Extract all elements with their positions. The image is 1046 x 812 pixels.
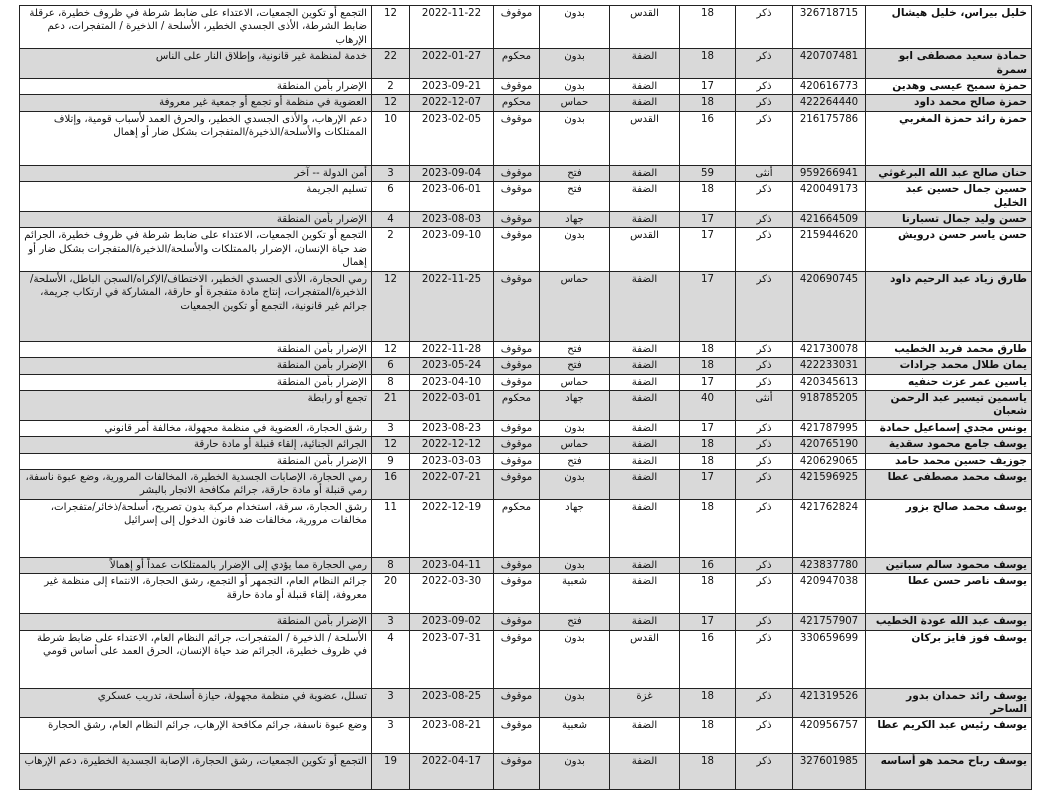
detainees-table xyxy=(19,5,1032,790)
date-cell: 2023-03-03 xyxy=(410,453,494,469)
status-cell: موقوف xyxy=(494,574,540,614)
status-cell: موقوف xyxy=(494,754,540,790)
charges-cell: وضع عبوة ناسفة، جرائم مكافحة الإرهاب، جرائم النظام العام، رشق الحجارة xyxy=(20,718,372,754)
region-cell: الضفة xyxy=(610,341,680,357)
name-cell: يمان طلال محمد جرادات xyxy=(866,358,1032,374)
months-cell: 12 xyxy=(372,95,410,111)
charges-cell: رمي الحجارة، الأذى الجسدي الخطير، الاختطاف/الإكراه/السجن الباطل، الأسلحة/الذخيرة/المتفجرات، إنتاج مادة متفجرة أو حارقة، المشاركة في ارتكاب جريمة، جرائم غير قانونية، التجمع أو تكوين الجمعيات xyxy=(20,271,372,341)
charges-cell: خدمة لمنظمة غير قانونية، وإطلاق النار على الناس xyxy=(20,49,372,79)
id-cell: 420690745 xyxy=(793,271,866,341)
affiliation-cell: جهاد xyxy=(540,499,610,557)
id-cell: 959266941 xyxy=(793,165,866,181)
id-cell: 420049173 xyxy=(793,182,866,212)
table-row xyxy=(20,182,1032,212)
region-cell: الضفة xyxy=(610,390,680,420)
region-cell: الضفة xyxy=(610,165,680,181)
age-cell: 18 xyxy=(680,499,736,557)
affiliation-cell: فتح xyxy=(540,165,610,181)
status-cell: موقوف xyxy=(494,469,540,499)
id-cell: 421664509 xyxy=(793,212,866,228)
charges-cell: الجرائم الجنائية، إلقاء قنبلة أو مادة حارقة xyxy=(20,437,372,453)
id-cell: 421787995 xyxy=(793,420,866,436)
date-cell: 2023-05-24 xyxy=(410,358,494,374)
region-cell: الضفة xyxy=(610,95,680,111)
status-cell: موقوف xyxy=(494,271,540,341)
region-cell: الضفة xyxy=(610,212,680,228)
date-cell: 2022-12-19 xyxy=(410,499,494,557)
charges-cell: الإضرار بأمن المنطقة xyxy=(20,358,372,374)
id-cell: 420345613 xyxy=(793,374,866,390)
table-row xyxy=(20,614,1032,630)
months-cell: 3 xyxy=(372,688,410,718)
date-cell: 2023-09-21 xyxy=(410,79,494,95)
name-cell: يوسف رئيس عبد الكريم عطا xyxy=(866,718,1032,754)
affiliation-cell: فتح xyxy=(540,453,610,469)
detainees-table-wrapper xyxy=(19,5,1031,790)
gender-cell: ذكر xyxy=(736,79,793,95)
region-cell: الضفة xyxy=(610,79,680,95)
gender-cell: ذكر xyxy=(736,95,793,111)
affiliation-cell: جهاد xyxy=(540,212,610,228)
table-row xyxy=(20,212,1032,228)
charges-cell: دعم الإرهاب، والأذى الجسدي الخطير، والحرق العمد لأسباب قومية، وإتلاف الممتلكات والأسلحة/الذخيرة/المتفجرات بشكل ضار أو إهمال xyxy=(20,111,372,165)
table-row xyxy=(20,111,1032,165)
age-cell: 16 xyxy=(680,111,736,165)
months-cell: 3 xyxy=(372,614,410,630)
id-cell: 330659699 xyxy=(793,630,866,688)
months-cell: 4 xyxy=(372,630,410,688)
name-cell: حسن ياسر حسن درويش xyxy=(866,228,1032,271)
status-cell: موقوف xyxy=(494,212,540,228)
status-cell: موقوف xyxy=(494,79,540,95)
name-cell: حمادة سعيد مصطفى ابو سمرة xyxy=(866,49,1032,79)
region-cell: الضفة xyxy=(610,499,680,557)
table-row xyxy=(20,453,1032,469)
region-cell: القدس xyxy=(610,111,680,165)
name-cell: يوسف رباح محمد هو أساسه xyxy=(866,754,1032,790)
name-cell: خليل بيراس، خليل هيشال xyxy=(866,6,1032,49)
region-cell: القدس xyxy=(610,630,680,688)
charges-cell: تسلل، عضوية في منظمة مجهولة، حيازة أسلحة، تدريب عسكري xyxy=(20,688,372,718)
date-cell: 2023-08-03 xyxy=(410,212,494,228)
table-row xyxy=(20,630,1032,688)
date-cell: 2022-11-28 xyxy=(410,341,494,357)
status-cell: موقوف xyxy=(494,182,540,212)
name-cell: حسين جمال حسين عبد الخليل xyxy=(866,182,1032,212)
months-cell: 4 xyxy=(372,212,410,228)
name-cell: يوسف رائد حمدان بدور الساحر xyxy=(866,688,1032,718)
months-cell: 22 xyxy=(372,49,410,79)
months-cell: 16 xyxy=(372,469,410,499)
affiliation-cell: فتح xyxy=(540,358,610,374)
table-row xyxy=(20,6,1032,49)
months-cell: 12 xyxy=(372,271,410,341)
table-row xyxy=(20,574,1032,614)
name-cell: يوسف عبد الله عودة الخطيب xyxy=(866,614,1032,630)
region-cell: الضفة xyxy=(610,557,680,573)
id-cell: 216175786 xyxy=(793,111,866,165)
table-row xyxy=(20,688,1032,718)
months-cell: 19 xyxy=(372,754,410,790)
name-cell: يوسف محمود سالم سباتين xyxy=(866,557,1032,573)
affiliation-cell: حماس xyxy=(540,374,610,390)
id-cell: 215944620 xyxy=(793,228,866,271)
age-cell: 17 xyxy=(680,271,736,341)
name-cell: ياسمين تيسير عبد الرحمن شعبان xyxy=(866,390,1032,420)
months-cell: 6 xyxy=(372,358,410,374)
charges-cell: الأسلحة / الذخيرة / المتفجرات، جرائم النظام العام، الاعتداء على ضابط شرطة في ظروف خطيرة، الجرائم ضد حياة الإنسان، الحرق العمد على أساس قومي xyxy=(20,630,372,688)
region-cell: الضفة xyxy=(610,358,680,374)
affiliation-cell: بدون xyxy=(540,49,610,79)
name-cell: ياسين عمر عزت حنفيه xyxy=(866,374,1032,390)
date-cell: 2022-11-25 xyxy=(410,271,494,341)
id-cell: 420616773 xyxy=(793,79,866,95)
gender-cell: ذكر xyxy=(736,557,793,573)
gender-cell: ذكر xyxy=(736,341,793,357)
region-cell: الضفة xyxy=(610,469,680,499)
age-cell: 17 xyxy=(680,79,736,95)
affiliation-cell: بدون xyxy=(540,688,610,718)
charges-cell: رشق الحجارة، سرقة، استخدام مركبة بدون تصريح، أسلحة/ذخائر/متفجرات، مخالفات مرورية، مخالفات ضد قانون الدخول إلى إسرائيل xyxy=(20,499,372,557)
gender-cell: ذكر xyxy=(736,688,793,718)
id-cell: 421319526 xyxy=(793,688,866,718)
age-cell: 18 xyxy=(680,754,736,790)
gender-cell: ذكر xyxy=(736,453,793,469)
date-cell: 2022-04-17 xyxy=(410,754,494,790)
age-cell: 18 xyxy=(680,574,736,614)
table-row xyxy=(20,79,1032,95)
date-cell: 2023-09-10 xyxy=(410,228,494,271)
age-cell: 18 xyxy=(680,358,736,374)
date-cell: 2022-12-12 xyxy=(410,437,494,453)
age-cell: 17 xyxy=(680,228,736,271)
table-row xyxy=(20,420,1032,436)
affiliation-cell: حماس xyxy=(540,271,610,341)
name-cell: حمزة رائد حمزة المغربي xyxy=(866,111,1032,165)
table-row xyxy=(20,437,1032,453)
date-cell: 2023-06-01 xyxy=(410,182,494,212)
charges-cell: رمي الحجارة مما يؤدي إلى الإضرار بالممتلكات عمداً أو إهمالاً xyxy=(20,557,372,573)
age-cell: 18 xyxy=(680,718,736,754)
gender-cell: أنثى xyxy=(736,390,793,420)
region-cell: الضفة xyxy=(610,718,680,754)
table-row xyxy=(20,271,1032,341)
affiliation-cell: فتح xyxy=(540,614,610,630)
table-row xyxy=(20,557,1032,573)
charges-cell: أمن الدولة -- آخر xyxy=(20,165,372,181)
age-cell: 18 xyxy=(680,341,736,357)
affiliation-cell: بدون xyxy=(540,630,610,688)
affiliation-cell: بدون xyxy=(540,469,610,499)
age-cell: 40 xyxy=(680,390,736,420)
age-cell: 17 xyxy=(680,614,736,630)
table-row xyxy=(20,718,1032,754)
gender-cell: ذكر xyxy=(736,374,793,390)
date-cell: 2022-12-07 xyxy=(410,95,494,111)
region-cell: الضفة xyxy=(610,182,680,212)
region-cell: الضفة xyxy=(610,614,680,630)
gender-cell: ذكر xyxy=(736,630,793,688)
date-cell: 2023-09-02 xyxy=(410,614,494,630)
name-cell: جوزيف حسين محمد حامد xyxy=(866,453,1032,469)
months-cell: 3 xyxy=(372,718,410,754)
charges-cell: الإضرار بأمن المنطقة xyxy=(20,453,372,469)
charges-cell: تجمع أو رابطة xyxy=(20,390,372,420)
table-row xyxy=(20,358,1032,374)
table-row xyxy=(20,165,1032,181)
status-cell: محكوم xyxy=(494,49,540,79)
name-cell: حسن وليد جمال تسبارنا xyxy=(866,212,1032,228)
date-cell: 2022-11-22 xyxy=(410,6,494,49)
age-cell: 16 xyxy=(680,630,736,688)
charges-cell: جرائم النظام العام، التجمهر أو التجمع، رشق الحجارة، الانتماء إلى منظمة غير معروفة، إلقاء قنبلة أو مادة حارقة xyxy=(20,574,372,614)
date-cell: 2023-04-10 xyxy=(410,374,494,390)
date-cell: 2023-08-21 xyxy=(410,718,494,754)
name-cell: يوسف جامع محمود سقدية xyxy=(866,437,1032,453)
region-cell: الضفة xyxy=(610,374,680,390)
affiliation-cell: شعبية xyxy=(540,574,610,614)
affiliation-cell: بدون xyxy=(540,420,610,436)
table-row xyxy=(20,754,1032,790)
gender-cell: ذكر xyxy=(736,358,793,374)
gender-cell: ذكر xyxy=(736,718,793,754)
id-cell: 422233031 xyxy=(793,358,866,374)
charges-cell: التجمع أو تكوين الجمعيات، الاعتداء على ضابط شرطة في ظروف خطيرة، الجرائم ضد حياة الإنسان، الإضرار بالممتلكات والأسلحة/الذخيرة/المتفجرات بشكل ضار أو إهمال xyxy=(20,228,372,271)
affiliation-cell: بدون xyxy=(540,79,610,95)
status-cell: موقوف xyxy=(494,6,540,49)
charges-cell: رشق الحجارة، العضوية في منظمة مجهولة، مخالفة أمر قانوني xyxy=(20,420,372,436)
date-cell: 2023-07-31 xyxy=(410,630,494,688)
months-cell: 12 xyxy=(372,6,410,49)
region-cell: الضفة xyxy=(610,754,680,790)
status-cell: موقوف xyxy=(494,358,540,374)
months-cell: 2 xyxy=(372,228,410,271)
date-cell: 2022-03-30 xyxy=(410,574,494,614)
age-cell: 18 xyxy=(680,6,736,49)
region-cell: الضفة xyxy=(610,420,680,436)
months-cell: 11 xyxy=(372,499,410,557)
id-cell: 420956757 xyxy=(793,718,866,754)
region-cell: الضفة xyxy=(610,437,680,453)
affiliation-cell: بدون xyxy=(540,754,610,790)
id-cell: 420765190 xyxy=(793,437,866,453)
gender-cell: ذكر xyxy=(736,754,793,790)
age-cell: 17 xyxy=(680,469,736,499)
region-cell: القدس xyxy=(610,228,680,271)
table-row xyxy=(20,499,1032,557)
affiliation-cell: فتح xyxy=(540,341,610,357)
charges-cell: الإضرار بأمن المنطقة xyxy=(20,212,372,228)
age-cell: 18 xyxy=(680,453,736,469)
name-cell: يوسف محمد مصطفى عطا xyxy=(866,469,1032,499)
age-cell: 18 xyxy=(680,688,736,718)
id-cell: 423837780 xyxy=(793,557,866,573)
status-cell: موقوف xyxy=(494,111,540,165)
gender-cell: ذكر xyxy=(736,6,793,49)
id-cell: 420629065 xyxy=(793,453,866,469)
gender-cell: ذكر xyxy=(736,437,793,453)
age-cell: 18 xyxy=(680,49,736,79)
months-cell: 9 xyxy=(372,453,410,469)
date-cell: 2023-08-25 xyxy=(410,688,494,718)
age-cell: 17 xyxy=(680,420,736,436)
name-cell: حنان صالح عبد الله البرغوثي xyxy=(866,165,1032,181)
table-row xyxy=(20,469,1032,499)
months-cell: 8 xyxy=(372,374,410,390)
region-cell: الضفة xyxy=(610,453,680,469)
status-cell: موقوف xyxy=(494,437,540,453)
months-cell: 12 xyxy=(372,437,410,453)
table-row xyxy=(20,95,1032,111)
status-cell: موقوف xyxy=(494,341,540,357)
affiliation-cell: بدون xyxy=(540,6,610,49)
status-cell: موقوف xyxy=(494,688,540,718)
id-cell: 422264440 xyxy=(793,95,866,111)
age-cell: 18 xyxy=(680,437,736,453)
gender-cell: ذكر xyxy=(736,469,793,499)
months-cell: 20 xyxy=(372,574,410,614)
age-cell: 16 xyxy=(680,557,736,573)
affiliation-cell: حماس xyxy=(540,95,610,111)
name-cell: يوسف محمد صالح بزور xyxy=(866,499,1032,557)
charges-cell: الإضرار بأمن المنطقة xyxy=(20,374,372,390)
region-cell: الضفة xyxy=(610,574,680,614)
status-cell: موقوف xyxy=(494,420,540,436)
region-cell: الضفة xyxy=(610,271,680,341)
gender-cell: ذكر xyxy=(736,212,793,228)
date-cell: 2023-04-11 xyxy=(410,557,494,573)
status-cell: محكوم xyxy=(494,95,540,111)
name-cell: طارق زياد عبد الرحيم داود xyxy=(866,271,1032,341)
age-cell: 59 xyxy=(680,165,736,181)
age-cell: 18 xyxy=(680,182,736,212)
gender-cell: ذكر xyxy=(736,182,793,212)
affiliation-cell: حماس xyxy=(540,437,610,453)
affiliation-cell: بدون xyxy=(540,228,610,271)
id-cell: 421762824 xyxy=(793,499,866,557)
age-cell: 18 xyxy=(680,95,736,111)
region-cell: غزة xyxy=(610,688,680,718)
status-cell: محكوم xyxy=(494,499,540,557)
charges-cell: الإضرار بأمن المنطقة xyxy=(20,341,372,357)
months-cell: 2 xyxy=(372,79,410,95)
charges-cell: الإضرار بأمن المنطقة xyxy=(20,614,372,630)
status-cell: موقوف xyxy=(494,453,540,469)
id-cell: 327601985 xyxy=(793,754,866,790)
name-cell: طارق محمد فريد الخطيب xyxy=(866,341,1032,357)
charges-cell: الإضرار بأمن المنطقة xyxy=(20,79,372,95)
id-cell: 420947038 xyxy=(793,574,866,614)
charges-cell: التجمع أو تكوين الجمعيات، رشق الحجارة، الإصابة الجسدية الخطيرة، دعم الإرهاب xyxy=(20,754,372,790)
charges-cell: تسليم الجريمة xyxy=(20,182,372,212)
date-cell: 2023-02-05 xyxy=(410,111,494,165)
age-cell: 17 xyxy=(680,374,736,390)
months-cell: 3 xyxy=(372,420,410,436)
table-body xyxy=(20,6,1032,790)
id-cell: 420707481 xyxy=(793,49,866,79)
table-row xyxy=(20,228,1032,271)
date-cell: 2022-07-21 xyxy=(410,469,494,499)
affiliation-cell: بدون xyxy=(540,557,610,573)
affiliation-cell: جهاد xyxy=(540,390,610,420)
gender-cell: ذكر xyxy=(736,271,793,341)
months-cell: 3 xyxy=(372,165,410,181)
id-cell: 421757907 xyxy=(793,614,866,630)
status-cell: موقوف xyxy=(494,165,540,181)
months-cell: 21 xyxy=(372,390,410,420)
months-cell: 8 xyxy=(372,557,410,573)
date-cell: 2022-03-01 xyxy=(410,390,494,420)
gender-cell: أنثى xyxy=(736,165,793,181)
age-cell: 17 xyxy=(680,212,736,228)
charges-cell: رمي الحجارة، الإصابات الجسدية الخطيرة، المخالفات المرورية، وضع عبوة ناسفة، رمي قنبلة أو مادة حارقة، جرائم مكافحة الاتجار بالبشر xyxy=(20,469,372,499)
name-cell: يوسف فوز فايز بركان xyxy=(866,630,1032,688)
status-cell: موقوف xyxy=(494,718,540,754)
status-cell: موقوف xyxy=(494,557,540,573)
charges-cell: العضوية في منظمة أو تجمع أو جمعية غير معروفة xyxy=(20,95,372,111)
affiliation-cell: شعبية xyxy=(540,718,610,754)
status-cell: موقوف xyxy=(494,630,540,688)
gender-cell: ذكر xyxy=(736,49,793,79)
name-cell: يونس مجدي إسماعيل حمادة xyxy=(866,420,1032,436)
name-cell: حمزة سميح عيسى وهدين xyxy=(866,79,1032,95)
region-cell: القدس xyxy=(610,6,680,49)
gender-cell: ذكر xyxy=(736,574,793,614)
gender-cell: ذكر xyxy=(736,499,793,557)
affiliation-cell: فتح xyxy=(540,182,610,212)
table-row xyxy=(20,341,1032,357)
months-cell: 10 xyxy=(372,111,410,165)
table-row xyxy=(20,390,1032,420)
date-cell: 2023-09-04 xyxy=(410,165,494,181)
region-cell: الضفة xyxy=(610,49,680,79)
gender-cell: ذكر xyxy=(736,614,793,630)
gender-cell: ذكر xyxy=(736,228,793,271)
date-cell: 2022-01-27 xyxy=(410,49,494,79)
gender-cell: ذكر xyxy=(736,111,793,165)
gender-cell: ذكر xyxy=(736,420,793,436)
status-cell: موقوف xyxy=(494,374,540,390)
id-cell: 326718715 xyxy=(793,6,866,49)
id-cell: 421730078 xyxy=(793,341,866,357)
name-cell: حمزة صالح محمد داود xyxy=(866,95,1032,111)
date-cell: 2023-08-23 xyxy=(410,420,494,436)
months-cell: 12 xyxy=(372,341,410,357)
charges-cell: التجمع أو تكوين الجمعيات، الاعتداء على ضابط شرطة في ظروف خطيرة، عرقلة ضابط الشرطة، الأذى الجسدي الخطير، الأسلحة / الذخيرة / المتفجرات، دعم الإرهاب xyxy=(20,6,372,49)
status-cell: موقوف xyxy=(494,614,540,630)
table-row xyxy=(20,374,1032,390)
affiliation-cell: بدون xyxy=(540,111,610,165)
status-cell: محكوم xyxy=(494,390,540,420)
status-cell: موقوف xyxy=(494,228,540,271)
months-cell: 6 xyxy=(372,182,410,212)
id-cell: 918785205 xyxy=(793,390,866,420)
id-cell: 421596925 xyxy=(793,469,866,499)
table-row xyxy=(20,49,1032,79)
name-cell: يوسف ناصر حسن عطا xyxy=(866,574,1032,614)
